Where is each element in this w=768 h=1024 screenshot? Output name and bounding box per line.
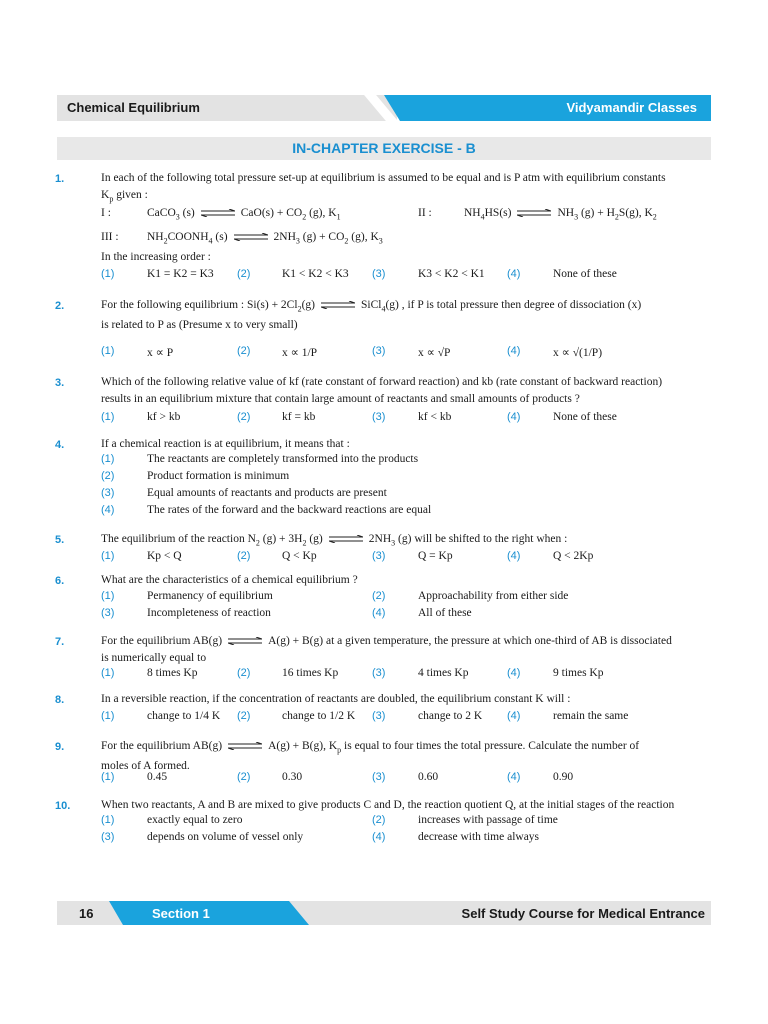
option-2[interactable]: K1 < K2 < K3	[282, 268, 349, 280]
option-label: (2)	[237, 345, 251, 357]
option-1[interactable]: K1 = K2 = K3	[147, 268, 214, 280]
question-text: If a chemical reaction is at equilibrium, it means that :	[101, 438, 350, 450]
options-row	[0, 814, 768, 831]
section-label: Section 1	[152, 906, 210, 921]
option-label: (1)	[101, 710, 115, 722]
equilibrium-arrow-icon	[329, 535, 363, 543]
option-1[interactable]: exactly equal to zero	[147, 814, 243, 826]
option-4[interactable]: None of these	[553, 411, 617, 423]
page-number: 16	[79, 906, 94, 921]
question-text: When two reactants, A and B are mixed to give products C and D, the reaction quotient Q, at the initial stages of the reaction	[101, 799, 675, 811]
option-label: (3)	[101, 831, 115, 843]
equilibrium-arrow-icon	[228, 742, 262, 750]
option-4[interactable]: 9 times Kp	[553, 667, 604, 679]
option-label: (3)	[372, 345, 386, 357]
option-3[interactable]: Equal amounts of reactants and products are present	[147, 487, 387, 499]
option-2[interactable]: Approachability from either side	[418, 590, 569, 602]
reaction-1: CaCO$_3$ (s) $CaO(s) + CO_2$ (g), $K_1$	[147, 207, 341, 222]
question-text: Which of the following relative value of kf (rate constant of forward reaction) and kb (rate constant of backward reaction) results in an equilibrium mixture that contain large amount of reactants and small amounts of products ?	[101, 376, 663, 405]
option-label: (4)	[507, 771, 521, 783]
option-label: (1)	[101, 590, 115, 602]
option-1[interactable]: Permanency of equilibrium	[147, 590, 273, 602]
question-number: 9.	[55, 741, 65, 753]
option-4[interactable]: x ∝ √(1/P)	[553, 347, 603, 359]
option-4[interactable]: Q < 2Kp	[553, 550, 594, 562]
option-label: (3)	[372, 710, 386, 722]
option-label: (2)	[237, 268, 251, 280]
option-row	[0, 487, 768, 504]
option-label: (3)	[372, 268, 386, 280]
question-number: 4.	[55, 439, 65, 451]
question-text: In each of the following total pressure set-up at equilibrium is assumed to be equal and is P atm with equilibrium constants $K_p$ given :	[101, 172, 666, 204]
option-1[interactable]: 0.45	[147, 771, 168, 783]
option-label: (1)	[101, 667, 115, 679]
question-text: The equilibrium of the reaction $N_2$ $(g) + 3H_2$ (g) $2NH_3$ (g) will be shifted to the right when :	[101, 533, 568, 548]
option-label: (4)	[507, 710, 521, 722]
equilibrium-arrow-icon	[321, 301, 355, 309]
option-label: (2)	[372, 814, 386, 826]
option-4[interactable]: The rates of the forward and the backward reactions are equal	[147, 504, 432, 516]
options-row	[0, 590, 768, 607]
option-label: (1)	[101, 268, 115, 280]
option-label: (1)	[101, 453, 115, 465]
question-text: What are the characteristics of a chemical equilibrium ?	[101, 574, 358, 586]
option-label: (3)	[372, 550, 386, 562]
option-label: (1)	[101, 345, 115, 357]
reaction-row: III : $NH_2COONH_4$ (s) $2NH_3$ $(g) + CO_2$ (g), $K_3$	[101, 231, 383, 246]
option-4[interactable]: 0.90	[553, 771, 574, 783]
options-row	[0, 268, 768, 285]
option-label: (2)	[101, 470, 115, 482]
exercise-title: IN-CHAPTER EXERCISE - B	[57, 137, 711, 160]
equilibrium-arrow-icon	[201, 209, 235, 217]
question-text: In a reversible reaction, if the concentration of reactants are doubled, the equilibrium constant K will :	[101, 693, 571, 705]
chapter-title: Chemical Equilibrium	[67, 100, 200, 115]
option-label: (4)	[372, 831, 386, 843]
option-label: (2)	[237, 710, 251, 722]
question-number: 3.	[55, 377, 65, 389]
option-label: (4)	[507, 667, 521, 679]
option-1[interactable]: 8 times Kp	[147, 667, 198, 679]
option-row	[0, 453, 768, 470]
reaction-3: $NH_2COONH_4$ (s) $2NH_3$ $(g) + CO_2$ (g), $K_3$	[147, 231, 383, 246]
option-2[interactable]: x ∝ 1/P	[282, 347, 318, 359]
option-label: (3)	[101, 487, 115, 499]
options-row	[0, 607, 768, 624]
question-number: 7.	[55, 636, 65, 648]
option-label: (1)	[101, 771, 115, 783]
option-2[interactable]: 0.30	[282, 771, 303, 783]
options-row	[0, 345, 768, 362]
question-number: 5.	[55, 534, 65, 546]
option-4[interactable]: decrease with time always	[418, 831, 540, 843]
institute-name: Vidyamandir Classes	[566, 100, 697, 115]
equilibrium-arrow-icon	[234, 233, 268, 241]
option-label: (4)	[507, 345, 521, 357]
option-label: (3)	[372, 771, 386, 783]
options-row	[0, 831, 768, 848]
option-3[interactable]: change to 2 K	[418, 710, 483, 722]
options-row	[0, 550, 768, 567]
option-3[interactable]: 4 times Kp	[418, 667, 469, 679]
option-label: (2)	[237, 667, 251, 679]
option-label: (3)	[372, 411, 386, 423]
option-label: (4)	[507, 268, 521, 280]
equilibrium-arrow-icon	[228, 637, 262, 645]
question-number: 6.	[55, 575, 65, 587]
option-label: (1)	[101, 814, 115, 826]
question-text: For the following equilibrium : $Si(s) + 2Cl_2(g)$ SiCl$_4$(g) , if P is total pressure then degree of dissociation (x) is related to P as (Presume x to very small)	[101, 299, 642, 332]
course-title: Self Study Course for Medical Entrance	[461, 906, 705, 921]
option-2[interactable]: 16 times Kp	[282, 667, 339, 679]
option-4[interactable]: None of these	[553, 268, 617, 280]
option-3[interactable]: 0.60	[418, 771, 439, 783]
question-text: For the equilibrium AB(g) A(g) + B(g) at a given temperature, the pressure at which one-third of AB is dissociated is numerically equal to	[101, 635, 672, 664]
options-row	[0, 771, 768, 788]
option-label: (2)	[372, 590, 386, 602]
option-label: (1)	[101, 550, 115, 562]
option-1[interactable]: change to 1/4 K	[147, 710, 221, 722]
question-text: For the equilibrium AB(g) A(g) + B(g), $K_p$ is equal to four times the total pressure. Calculate the number of moles of A formed.	[101, 740, 640, 773]
reaction-2: $NH_4HS(s)$ $NH_3$ $(g) + H_2S(g)$, $K_2$	[464, 207, 657, 222]
option-3[interactable]: Q = Kp	[418, 550, 453, 562]
option-1[interactable]: Kp < Q	[147, 550, 182, 562]
page-header	[57, 95, 711, 121]
option-label: (4)	[372, 607, 386, 619]
option-label: (4)	[507, 411, 521, 423]
option-2[interactable]: change to 1/2 K	[282, 710, 356, 722]
options-row	[0, 411, 768, 428]
option-label: (3)	[372, 667, 386, 679]
option-1[interactable]: The reactants are completely transformed into the products	[147, 453, 419, 465]
equilibrium-arrow-icon	[517, 209, 551, 217]
option-3[interactable]: x ∝ √P	[418, 347, 451, 359]
option-2[interactable]: Product formation is minimum	[147, 470, 290, 482]
options-row	[0, 710, 768, 727]
option-row	[0, 470, 768, 487]
option-label: (2)	[237, 550, 251, 562]
option-label: (2)	[237, 771, 251, 783]
option-4[interactable]: remain the same	[553, 710, 629, 722]
question-number: 10.	[55, 800, 71, 812]
option-4[interactable]: All of these	[418, 607, 472, 619]
question-number: 1.	[55, 173, 65, 185]
question-number: 8.	[55, 694, 65, 706]
option-3[interactable]: depends on volume of vessel only	[147, 831, 304, 843]
page-footer	[57, 901, 711, 925]
option-label: (2)	[237, 411, 251, 423]
option-label: (4)	[101, 504, 115, 516]
option-1[interactable]: x ∝ P	[147, 347, 174, 359]
option-label: (1)	[101, 411, 115, 423]
option-label: (3)	[101, 607, 115, 619]
option-3[interactable]: kf < kb	[418, 411, 452, 423]
reaction-row: I : CaCO$_3$ (s) $CaO(s) + CO_2$ (g), $K_1$ II : $NH_4HS(s)$ $NH_3$ $(g) + H_2S(g)$, $K_2$	[101, 207, 657, 222]
option-1[interactable]: kf > kb	[147, 411, 181, 423]
option-row	[0, 504, 768, 521]
option-2[interactable]: Q < Kp	[282, 550, 317, 562]
option-3[interactable]: Incompleteness of reaction	[147, 607, 271, 619]
question-text: In the increasing order :	[101, 251, 211, 263]
options-row	[0, 667, 768, 684]
option-2[interactable]: kf = kb	[282, 411, 316, 423]
option-label: (4)	[507, 550, 521, 562]
option-3[interactable]: K3 < K2 < K1	[418, 268, 485, 280]
question-number: 2.	[55, 300, 65, 312]
option-2[interactable]: increases with passage of time	[418, 814, 558, 826]
